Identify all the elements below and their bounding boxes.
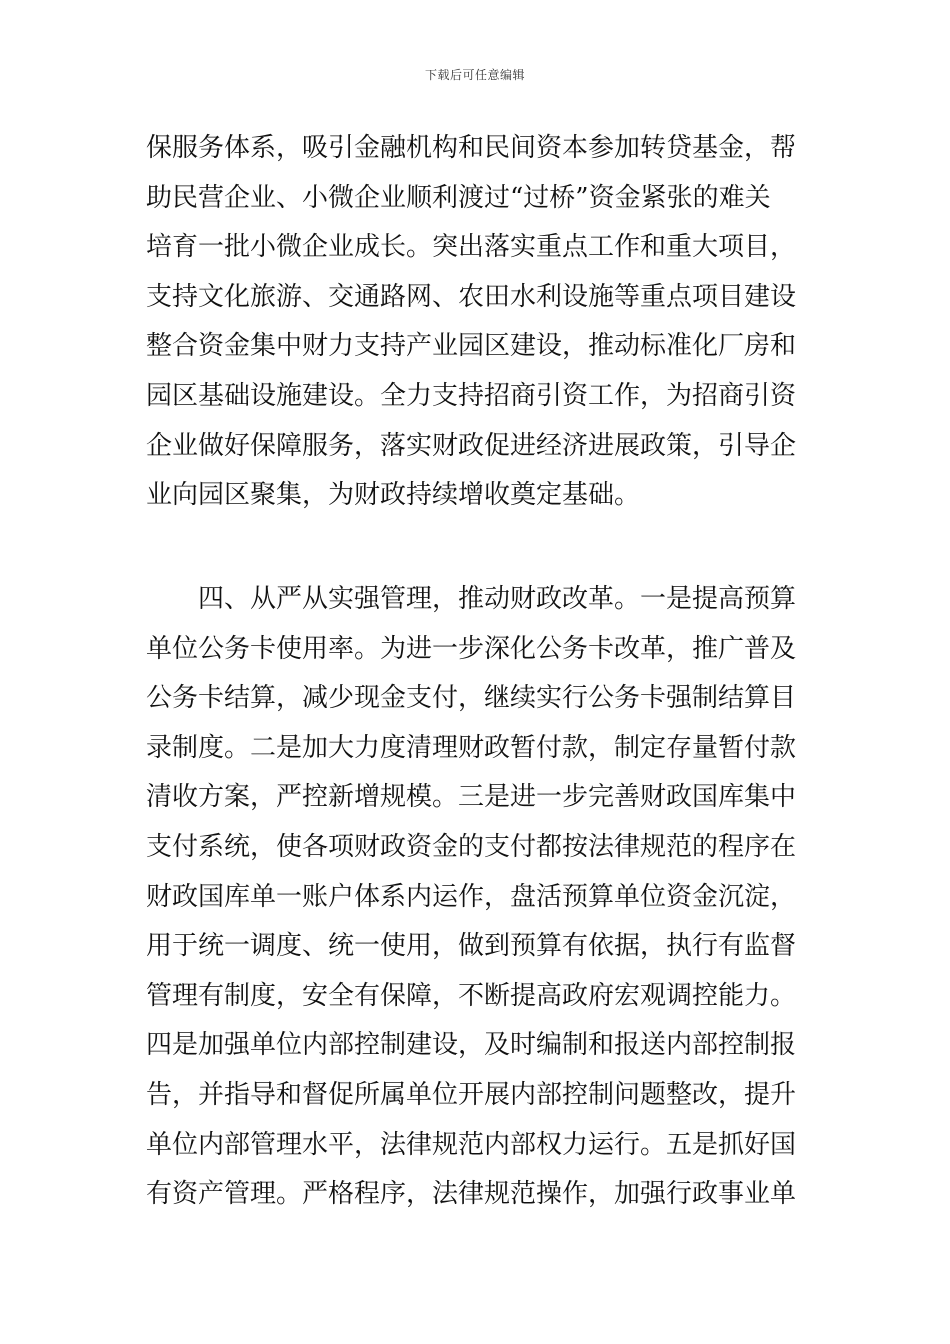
paragraph-line: 录制度。二是加大力度清理财政暂付款，制定存量暂付款 <box>146 732 797 763</box>
paragraph-line: 支付系统，使各项财政资金的支付都按法律规范的程序在 <box>146 831 797 862</box>
paragraph-line: 整合资金集中财力支持产业园区建设，推动标准化厂房和 <box>146 331 797 362</box>
paragraph-line: 清收方案，严控新增规模。三是进一步完善财政国库集中 <box>146 782 797 813</box>
paragraph-line: 用于统一调度、统一使用，做到预算有依据，执行有监督 <box>146 931 797 962</box>
paragraph-line: 有资产管理。严格程序，法律规范操作，加强行政事业单 <box>146 1179 797 1210</box>
paragraph-line: 公务卡结算，减少现金支付，继续实行公务卡强制结算目 <box>146 683 797 714</box>
paragraph-line: 四是加强单位内部控制建设，及时编制和报送内部控制报 <box>146 1030 797 1061</box>
paragraph-line: 企业做好保障服务，落实财政促进经济进展政策，引导企 <box>146 430 797 461</box>
paragraph-line: 助民营企业、小微企业顺利渡过“过桥”资金紧张的难关 <box>146 182 771 213</box>
paragraph-line: 支持文化旅游、交通路网、农田水利设施等重点项目建设 <box>146 281 797 312</box>
paragraph-line: 业向园区聚集，为财政持续增收奠定基础。 <box>146 480 641 511</box>
paragraph-line: 告，并指导和督促所属单位开展内部控制问题整改，提升 <box>146 1079 797 1110</box>
paragraph-1 <box>146 124 814 521</box>
paragraph-line: 管理有制度，安全有保障，不断提高政府宏观调控能力。 <box>146 980 797 1011</box>
paragraph-line: 培育一批小微企业成长。突出落实重点工作和重大项目， <box>146 232 797 263</box>
paragraph-line: 四、从严从实强管理，推动财政改革。一是提高预算 <box>198 584 797 614</box>
paragraph-line: 园区基础设施建设。全力支持招商引资工作，为招商引资 <box>146 380 797 411</box>
paragraph-line: 财政国库单一账户体系内运作，盘活预算单位资金沉淀， <box>146 881 797 912</box>
page-header: 下载后可任意编辑 <box>424 68 525 82</box>
paragraph-line: 单位内部管理水平，法律规范内部权力运行。五是抓好国 <box>146 1129 797 1160</box>
paragraph-line: 单位公务卡使用率。为进一步深化公务卡改革，推广普及 <box>146 633 797 664</box>
paragraph-2 <box>146 575 814 1220</box>
paragraph-line: 保服务体系，吸引金融机构和民间资本参加转贷基金，帮 <box>146 133 797 163</box>
